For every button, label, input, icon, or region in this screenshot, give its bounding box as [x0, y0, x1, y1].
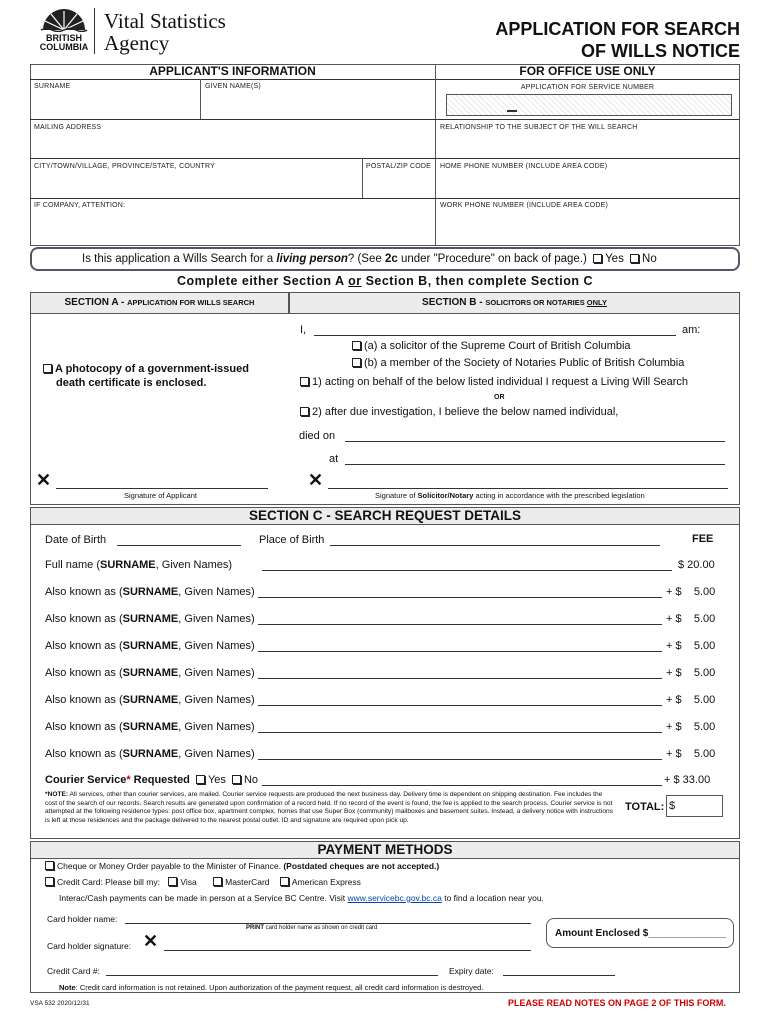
- aka-text: , Given Names): [178, 640, 255, 652]
- surname-word: SURNAME: [122, 667, 179, 679]
- photocopy-line1: A photocopy of a government-issued: [55, 363, 249, 375]
- aka-line[interactable]: [258, 678, 662, 679]
- living-person-question: [82, 253, 657, 265]
- credit-checkbox[interactable]: [45, 877, 54, 886]
- courier-yes-checkbox[interactable]: [196, 775, 205, 784]
- form-id: VSA 532 2020/12/31: [30, 1000, 90, 1007]
- section-c-heading: SECTION C - SEARCH REQUEST DETAILS: [248, 508, 522, 523]
- sig-text: Signature of: [375, 491, 418, 500]
- bc-line1: BRITISH: [46, 33, 82, 43]
- divider: [30, 119, 740, 120]
- option-1-label: 1) acting on behalf of the below listed individual I request a Living Will Search: [312, 376, 689, 388]
- home-phone-field[interactable]: [438, 172, 738, 196]
- work-phone-field[interactable]: [438, 212, 738, 244]
- aka-label: [45, 640, 255, 652]
- full-name-fee: $ 20.00: [678, 559, 715, 571]
- form-title: [420, 18, 740, 62]
- aka-label: [45, 748, 255, 760]
- company-label: IF COMPANY, ATTENTION:: [34, 202, 126, 209]
- question-emphasis: living person: [276, 253, 348, 265]
- surname-word: SURNAME: [122, 694, 179, 706]
- bc-wordmark: [35, 34, 93, 52]
- city-label: CITY/TOWN/VILLAGE, PROVINCE/STATE, COUNTRY: [34, 163, 215, 170]
- company-field[interactable]: [32, 212, 432, 244]
- cc-number-line[interactable]: [106, 975, 438, 976]
- instruction-or: or: [348, 274, 362, 288]
- expiry-line[interactable]: [503, 975, 615, 976]
- holder-sig-line[interactable]: [164, 950, 531, 951]
- divider: [435, 64, 436, 246]
- courier-fee: + $ 33.00: [664, 774, 711, 786]
- note-text: : Credit card information is not retained. Upon authorization of the payment request, all credit card information is destroyed.: [75, 983, 484, 992]
- aka-text: Also known as (: [45, 748, 123, 760]
- i-label: I,: [300, 324, 307, 336]
- option-1-checkbox[interactable]: [300, 377, 309, 386]
- cc-number-label: Credit Card #:: [47, 966, 100, 976]
- section-b-title: SOLICITORS OR NOTARIES: [485, 298, 587, 307]
- home-phone-label: HOME PHONE NUMBER (INCLUDE AREA CODE): [440, 163, 608, 170]
- holder-name-label: Card holder name:: [47, 914, 118, 924]
- aka-line[interactable]: [258, 624, 662, 625]
- agency-name: [104, 10, 226, 54]
- surname-field[interactable]: [32, 92, 198, 118]
- logo-divider: [94, 8, 95, 54]
- agency-line1: Vital Statistics: [104, 9, 226, 33]
- mailing-field[interactable]: [32, 133, 432, 157]
- aka-line[interactable]: [258, 597, 662, 598]
- living-yes-label: Yes: [605, 253, 624, 265]
- surname-word: SURNAME: [122, 640, 179, 652]
- aka-label: [45, 694, 255, 706]
- option-a: [349, 340, 631, 352]
- sig-role: Solicitor/Notary: [417, 491, 474, 500]
- aka-label: [45, 667, 255, 679]
- bc-sun-icon: [35, 8, 93, 32]
- servicebc-link[interactable]: www.servicebc.gov.bc.ca: [347, 893, 442, 903]
- applicant-signature-x: ✕: [36, 470, 52, 490]
- divider: [362, 158, 363, 198]
- sig-text: acting in accordance with the prescribed legislation: [473, 491, 645, 500]
- agency-line2: Agency: [104, 31, 170, 55]
- aka-line[interactable]: [258, 732, 662, 733]
- died-on-label: died on: [299, 430, 336, 442]
- dob-line[interactable]: [117, 545, 241, 546]
- total-value: $: [669, 800, 676, 812]
- solicitor-signature-label: [375, 491, 645, 500]
- option-a-label: (a) a solicitor of the Supreme Court of British Columbia: [364, 340, 631, 352]
- divider: [30, 79, 740, 80]
- aka-label: [45, 613, 255, 625]
- courier-line: [262, 785, 662, 786]
- interac-note: [59, 893, 544, 903]
- aka-fee: + $ 5.00: [666, 667, 716, 679]
- question-ref: 2c: [384, 253, 398, 265]
- city-field[interactable]: [32, 172, 360, 196]
- relationship-label: RELATIONSHIP TO THE SUBJECT OF THE WILL SEARCH: [440, 124, 638, 131]
- at-line[interactable]: [345, 464, 725, 465]
- aka-label: [45, 721, 255, 733]
- total-field[interactable]: [666, 795, 723, 817]
- aka-text: , Given Names): [178, 694, 255, 706]
- courier-yes-label: Yes: [207, 774, 226, 786]
- courier-label: Requested: [130, 774, 190, 786]
- bc-line2: COLUMBIA: [39, 42, 89, 52]
- courier-label: Courier Service: [45, 774, 127, 786]
- surname-word: SURNAME: [122, 721, 179, 733]
- option-b: [349, 357, 684, 369]
- aka-fee: + $ 5.00: [666, 694, 716, 706]
- full-name-line[interactable]: [262, 570, 672, 571]
- holder-name-line[interactable]: [125, 923, 531, 924]
- fee-heading: FEE: [692, 533, 714, 545]
- option-2-label: 2) after due investigation, I believe the below named individual,: [312, 406, 619, 418]
- mastercard-label: MasterCard: [225, 877, 270, 887]
- courier-star: *: [126, 774, 131, 786]
- courier-no-checkbox[interactable]: [232, 775, 241, 784]
- cheque-checkbox[interactable]: [45, 861, 54, 870]
- mailing-label: MAILING ADDRESS: [34, 124, 102, 131]
- question-text: Is this application a Wills Search for a: [82, 253, 277, 265]
- living-no-label: No: [642, 253, 657, 265]
- section-a-heading: [30, 297, 289, 308]
- print-note: [246, 925, 377, 931]
- applicant-heading: APPLICANT'S INFORMATION: [149, 64, 316, 78]
- title-line1: APPLICATION FOR SEARCH: [495, 19, 740, 39]
- given-names-label: GIVEN NAME(S): [205, 83, 261, 90]
- section-b-only: ONLY: [586, 298, 607, 307]
- divider: [30, 198, 740, 199]
- service-number-field: [446, 94, 732, 116]
- print-bold: PRINT: [246, 925, 264, 931]
- postal-field[interactable]: [364, 172, 434, 196]
- instruction-line: [0, 274, 770, 288]
- pob-label: Place of Birth: [259, 534, 325, 546]
- aka-fee: + $ 5.00: [666, 640, 716, 652]
- aka-line[interactable]: [258, 651, 662, 652]
- solicitor-signature-line[interactable]: [328, 488, 728, 489]
- postal-label: POSTAL/ZIP CODE: [366, 163, 431, 170]
- surname-label: SURNAME: [34, 83, 71, 90]
- mastercard-checkbox[interactable]: [213, 877, 222, 886]
- section-b-label: SECTION B -: [422, 297, 486, 308]
- am-label: am:: [682, 324, 701, 336]
- cc-note: [59, 983, 483, 992]
- surname-word: SURNAME: [122, 613, 179, 625]
- pob-line[interactable]: [330, 545, 660, 546]
- courier-note: [45, 791, 615, 825]
- section-a-title: APPLICATION FOR WILLS SEARCH: [127, 298, 255, 307]
- at-label: at: [329, 453, 339, 465]
- print-text: card holder name as shown on credit card: [264, 925, 378, 931]
- interac-text: Interac/Cash payments can be made in person at a Service BC Centre. Visit: [59, 893, 348, 903]
- option-2-checkbox[interactable]: [300, 407, 309, 416]
- aka-fee: + $ 5.00: [666, 613, 716, 625]
- dob-label: Date of Birth: [45, 534, 107, 546]
- aka-text: Also known as (: [45, 640, 123, 652]
- aka-text: , Given Names): [178, 721, 255, 733]
- cheque-label: Cheque or Money Order payable to the Minister of Finance.: [57, 861, 281, 871]
- aka-text: , Given Names): [178, 748, 255, 760]
- aka-text: Also known as (: [45, 667, 123, 679]
- full-name-label: [45, 559, 232, 571]
- note-label: *NOTE:: [45, 791, 69, 798]
- credit-option: [42, 877, 361, 887]
- aka-label: [45, 586, 255, 598]
- aka-fee: + $ 5.00: [666, 586, 716, 598]
- solicitor-signature-x: ✕: [308, 470, 324, 490]
- amex-checkbox[interactable]: [280, 877, 289, 886]
- relationship-field[interactable]: [438, 133, 738, 157]
- service-number-dash: [507, 110, 517, 112]
- page2-notice: PLEASE READ NOTES ON PAGE 2 OF THIS FORM.: [508, 998, 726, 1008]
- option-1: [297, 376, 688, 388]
- surname-word: SURNAME: [122, 748, 179, 760]
- option-a-checkbox[interactable]: [352, 341, 361, 350]
- name-text: , Given Names): [155, 559, 233, 571]
- courier-no-label: No: [243, 774, 259, 786]
- aka-line[interactable]: [258, 759, 662, 760]
- photocopy-line2: death certificate is enclosed.: [56, 377, 207, 389]
- expiry-label: Expiry date:: [449, 966, 494, 976]
- surname-word: SURNAME: [122, 586, 179, 598]
- cheque-option: [42, 861, 439, 871]
- divider: [30, 158, 740, 159]
- holder-sig-label: Card holder signature:: [47, 941, 132, 951]
- surname-word: SURNAME: [100, 559, 156, 571]
- visa-checkbox[interactable]: [168, 877, 177, 886]
- aka-text: Also known as (: [45, 694, 123, 706]
- photocopy-option: [40, 362, 249, 390]
- aka-text: Also known as (: [45, 586, 123, 598]
- living-yes-checkbox[interactable]: [593, 254, 602, 263]
- section-ab-block: [30, 292, 740, 505]
- option-b-checkbox[interactable]: [352, 358, 361, 367]
- instruction-text: Complete either Section A: [176, 274, 349, 288]
- holder-signature-x: ✕: [143, 931, 159, 951]
- option-b-label: (b) a member of the Society of Notaries Public of British Columbia: [364, 357, 685, 369]
- interac-text: to find a location near you.: [441, 893, 544, 903]
- service-number-label: APPLICATION FOR SERVICE NUMBER: [520, 84, 655, 91]
- aka-fee: + $ 5.00: [666, 721, 716, 733]
- solicitor-name-line[interactable]: [314, 335, 676, 336]
- aka-text: Also known as (: [45, 613, 123, 625]
- question-text: ? (See: [347, 253, 385, 265]
- instruction-text: Section B, then complete Section C: [361, 274, 594, 288]
- applicant-signature-line[interactable]: [56, 488, 268, 489]
- living-no-checkbox[interactable]: [630, 254, 639, 263]
- divider: [200, 79, 201, 119]
- section-b-heading: [289, 297, 740, 308]
- aka-text: Also known as (: [45, 721, 123, 733]
- payment-heading: PAYMENT METHODS: [317, 842, 453, 857]
- work-phone-label: WORK PHONE NUMBER (INCLUDE AREA CODE): [440, 202, 609, 209]
- title-line2: OF WILLS NOTICE: [581, 41, 740, 61]
- photocopy-checkbox[interactable]: [43, 364, 52, 373]
- name-text: Full name (: [45, 559, 101, 571]
- question-text: under "Procedure" on back of page.): [397, 253, 587, 265]
- courier-row: [45, 774, 258, 786]
- given-names-field[interactable]: [203, 92, 433, 118]
- total-label: TOTAL:: [625, 801, 665, 813]
- note-text: All services, other than courier services, are mailed. Courier service requests are produced the next business day. Delivery time is dependent on shipping destination. Fee includes the cost of the search of our records. Search results are generated upon confirmation of a record held. If no record of the event is found, the fee is applied to the search process. Courier service is not attempted at the following residence types: post office box, apartment complex, homes that use Super Box (community) mailboxes and basement suites. Instead, a delivery notice with instructions is left at those residences and the package delivered to the nearest postal outlet. ID and signature are required upon pick up.: [45, 791, 613, 824]
- section-a-label: SECTION A -: [64, 297, 128, 308]
- option-2: [297, 406, 618, 418]
- amount-enclosed-label: Amount Enclosed $______________: [555, 928, 727, 939]
- aka-text: , Given Names): [178, 613, 255, 625]
- note-bold: Note: [59, 983, 76, 992]
- aka-text: , Given Names): [178, 586, 255, 598]
- amex-label: American Express: [291, 877, 361, 887]
- aka-line[interactable]: [258, 705, 662, 706]
- aka-text: , Given Names): [178, 667, 255, 679]
- or-label: OR: [494, 394, 505, 401]
- bc-logo: [35, 8, 93, 32]
- credit-label: Credit Card: Please bill my:: [57, 877, 160, 887]
- aka-fee: + $ 5.00: [666, 748, 716, 760]
- visa-label: Visa: [180, 877, 197, 887]
- applicant-signature-label: Signature of Applicant: [124, 491, 197, 500]
- cheque-note: (Postdated cheques are not accepted.): [283, 861, 440, 871]
- died-on-line[interactable]: [345, 441, 725, 442]
- office-heading: FOR OFFICE USE ONLY: [519, 64, 656, 78]
